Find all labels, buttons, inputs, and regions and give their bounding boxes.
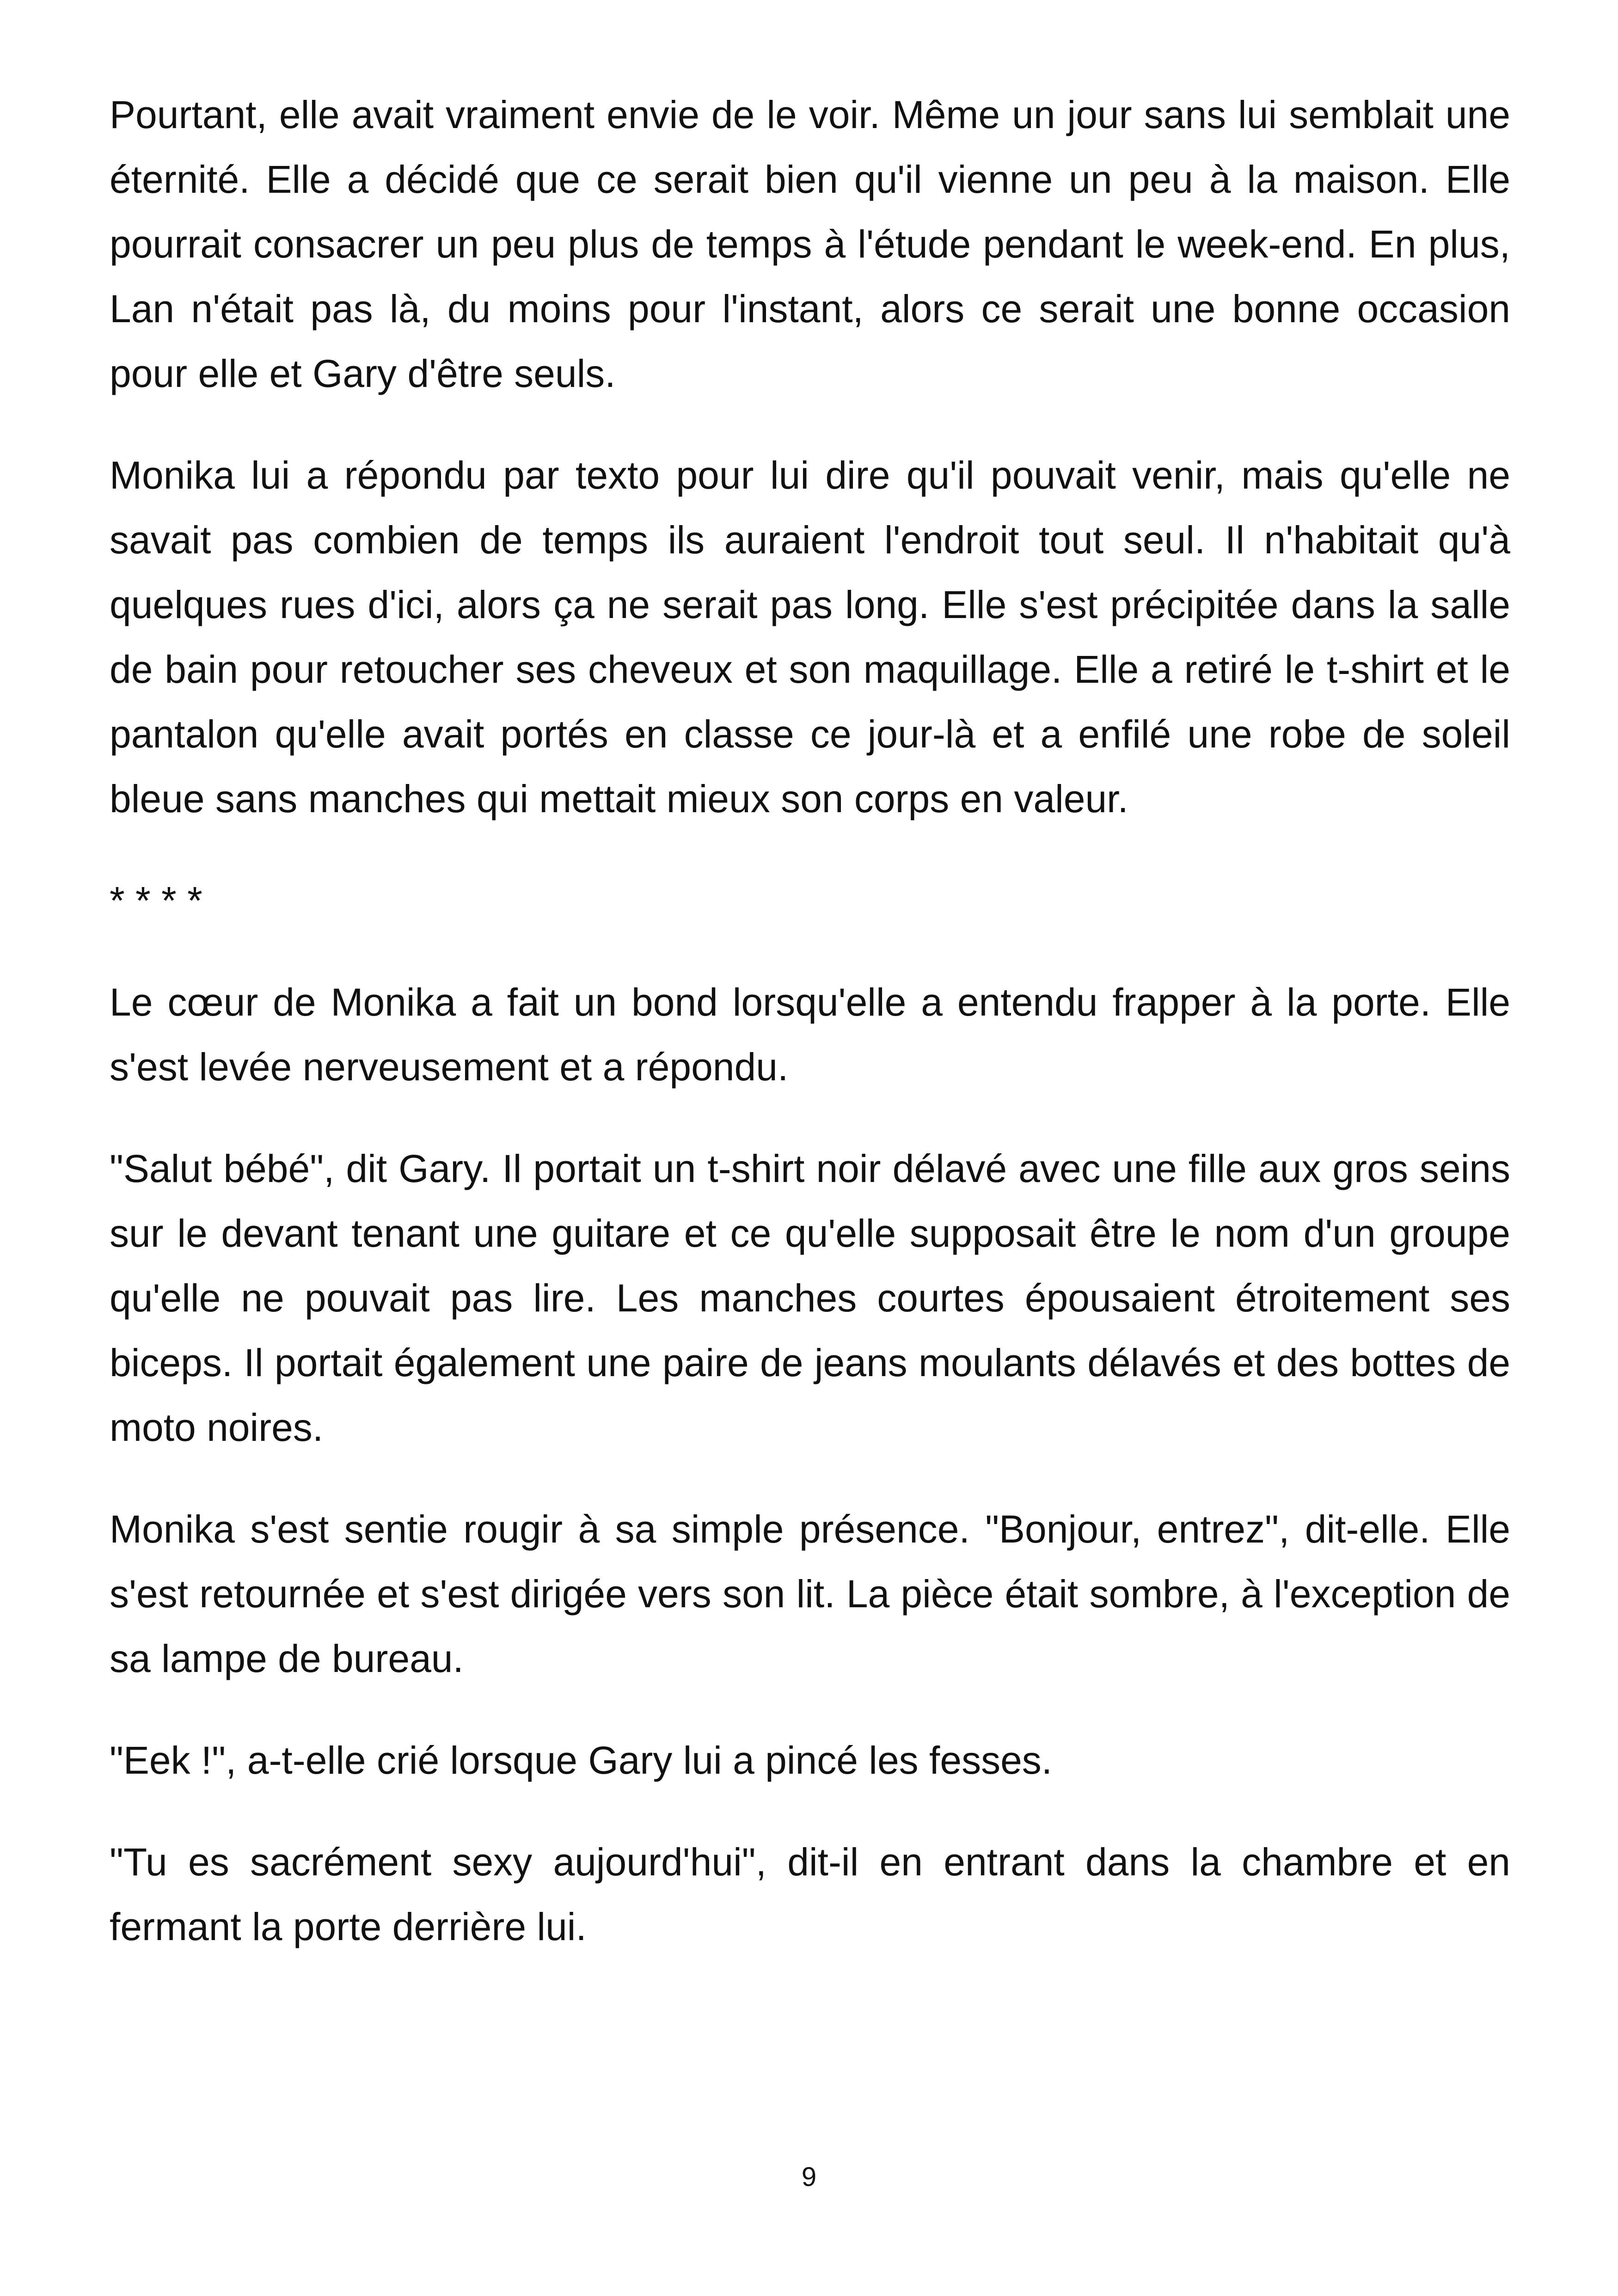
paragraph-3: Le cœur de Monika a fait un bond lorsqu'elle a entendu frapper à la porte. Elle s'est levée nerveusement et a répondu. bbox=[110, 980, 1510, 1089]
paragraph-5: Monika s'est sentie rougir à sa simple présence. "Bonjour, entrez", dit-elle. Elle s'est retournée et s'est dirigée vers son lit. La pièce était sombre, à l'exception de sa lampe de bureau. bbox=[110, 1507, 1510, 1680]
paragraph-6: "Eek !", a-t-elle crié lorsque Gary lui a pincé les fesses. bbox=[110, 1739, 1053, 1782]
scene-break: * * * * bbox=[110, 879, 202, 922]
paragraph-7: "Tu es sacrément sexy aujourd'hui", dit-il en entrant dans la chambre et en fermant la porte derrière lui. bbox=[110, 1840, 1510, 1948]
body-text bbox=[110, 82, 1510, 1996]
paragraph-1: Pourtant, elle avait vraiment envie de le voir. Même un jour sans lui semblait une éternité. Elle a décidé que ce serait bien qu'il vienne un peu à la maison. Elle pourrait consacrer un peu plus de temps à l'étude pendant le week-end. En plus, Lan n'était pas là, du moins pour l'instant, alors ce serait une bonne occasion pour elle et Gary d'être seuls. bbox=[110, 93, 1510, 395]
paragraph-2: Monika lui a répondu par texto pour lui dire qu'il pouvait venir, mais qu'elle ne savait pas combien de temps ils auraient l'endroit tout seul. Il n'habitait qu'à quelques rues d'ici, alors ça ne serait pas long. Elle s'est précipitée dans la salle de bain pour retoucher ses cheveux et son maquillage. Elle a retiré le t-shirt et le pantalon qu'elle avait portés en classe ce jour-là et a enfilé une robe de soleil bleue sans manches qui mettait mieux son corps en valeur. bbox=[110, 453, 1510, 820]
paragraph-4: "Salut bébé", dit Gary. Il portait un t-shirt noir délavé avec une fille aux gros seins sur le devant tenant une guitare et ce qu'elle supposait être le nom d'un groupe qu'elle ne pouvait pas lire. Les manches courtes épousaient étroitement ses biceps. Il portait également une paire de jeans moulants délavés et des bottes de moto noires. bbox=[110, 1147, 1510, 1449]
page-number: 9 bbox=[801, 2162, 817, 2192]
